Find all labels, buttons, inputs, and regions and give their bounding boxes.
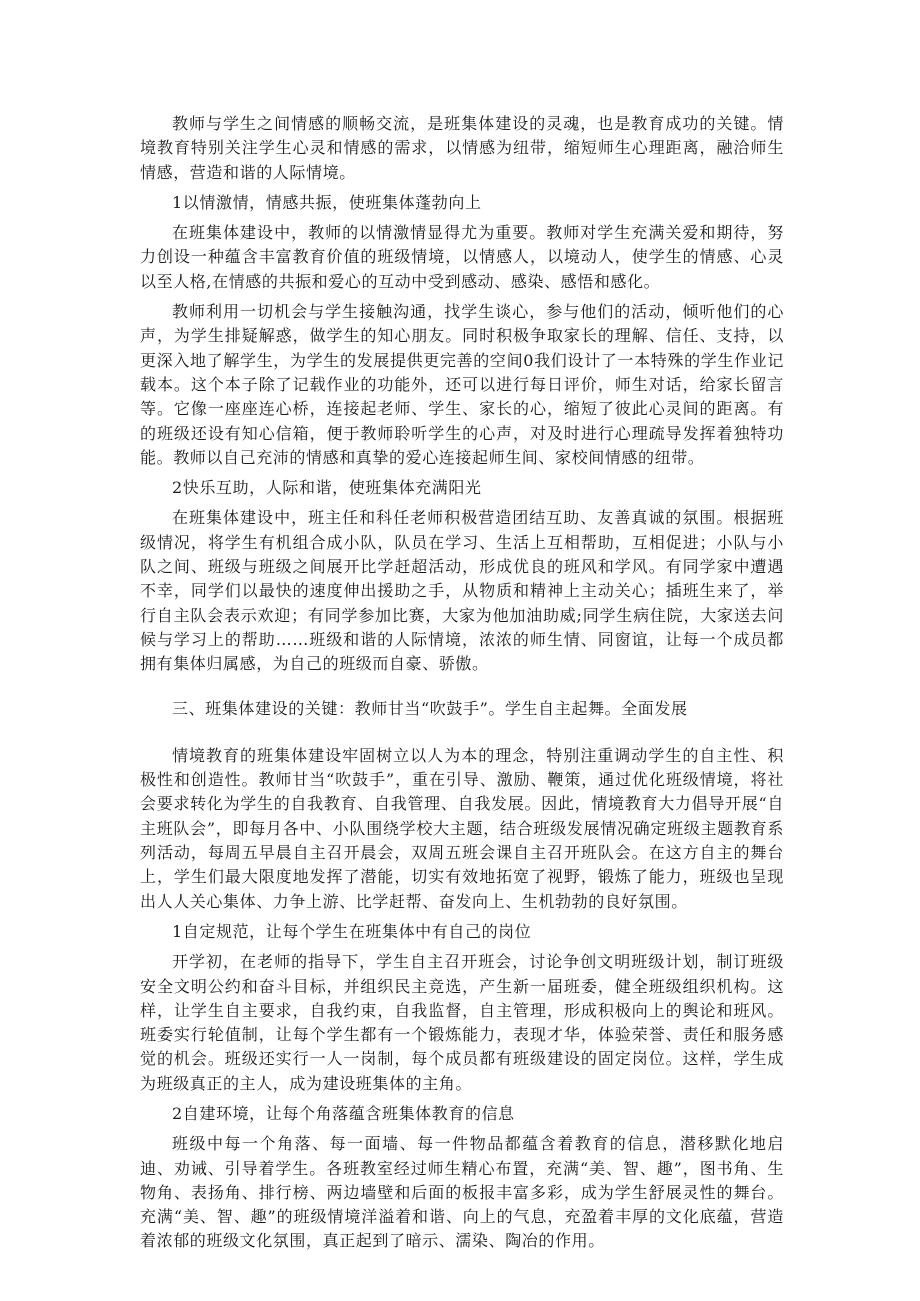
- body-paragraph: 情境教育的班集体建设牢固树立以人为本的理念，特别注重调动学生的自主性、积极性和创造性。教师甘当“吹鼓手”，重在引导、激励、鞭策，通过优化班级情境，将社会要求转化为学生的自我教育、自我管理、自我发展。因此，情境教育大力倡导开展“自主班队会”，即每月各中、小队围绕学校大主题，结合班级发展情况确定班级主题教育系列活动，每周五早晨自主召开晨会，双周五班会课自主召开班队会。在这方自主的舞台上，学生们最大限度地发挥了潜能，切实有效地拓宽了视野，锻炼了能力，班级也呈现出人人关心集体、力争上游、比学赶帮、奋发向上、生机勃勃的良好氛围。: [140, 745, 784, 911]
- body-paragraph: 在班集体建设中，班主任和科任老师积极营造团结互助、友善真诚的氛围。根据班级情况，将学生有机组合成小队，队员在学习、生活上互相帮助，互相促进；小队与小队之间、班级与班级之间展开比学赶超活动，形成优良的班风和学风。有同学家中遭遇不幸，同学们以最快的速度伸出援助之手，从物质和精神上主动关心；插班生来了，举行自主队会表示欢迎；有同学参加比赛，大家为他加油助威;同学生病住院，大家送去问候与学习上的帮助……班级和谐的人际情境，浓浓的师生情、同窗谊，让每一个成员都拥有集体归属感，为自己的班级而自豪、骄傲。: [140, 508, 784, 674]
- subheading-1: 1以情激情，情感共振，使班集体蓬勃向上: [172, 192, 482, 212]
- body-paragraph: 教师利用一切机会与学生接触沟通，找学生谈心，参与他们的活动，倾听他们的心声，为学生排疑解惑，做学生的知心朋友。同时积极争取家长的理解、信任、支持，以更深入地了解学生，为学生的发展提供更完善的空间0我们设计了一本特殊的学生作业记载本。这个本子除了记载作业的功能外，还可以进行每日评价，师生对话，给家长留言等。它像一座座连心桥，连接起老师、学生、家长的心，缩短了彼此心灵间的距离。有的班级还设有知心信箱，便于教师聆听学生的心声，对及时进行心理疏导发挥着独特功能。教师以自己充沛的情感和真挚的爱心连接起师生间、家校间情感的纽带。: [140, 302, 784, 467]
- body-paragraph: 在班集体建设中，教师的以情激情显得尤为重要。教师对学生充满关爱和期待，努力创设一种蕴含丰富教育价值的班级情境，以情感人，以境动人，使学生的情感、心灵以至人格,在情感的共振和爱心的互动中受到感动、感染、感悟和感化。: [140, 223, 784, 291]
- subheading-2: 2自建环境，让每个角落蕴含班集体教育的信息: [172, 1103, 515, 1123]
- section-heading-3: 三、班集体建设的关键：教师甘当“吹鼓手”。学生自主起舞。全面发展: [172, 698, 688, 718]
- intro-paragraph: 教师与学生之间情感的顺畅交流，是班集体建设的灵魂，也是教育成功的关键。情境教育特别关注学生心灵和情感的需求，以情感为纽带，缩短师生心理距离，融洽师生情感，营造和谐的人际情境。: [140, 114, 784, 182]
- subheading-1: 1自定规范，让每个学生在班集体中有自己的岗位: [172, 921, 532, 941]
- body-paragraph: 班级中每一个角落、每一面墙、每一件物品都蕴含着教育的信息，潜移默化地启迪、劝诫、引导着学生。各班教室经过师生精心布置，充满“美、智、趣”，图书角、生物角、表扬角、排行榜、两边墙壁和后面的板报丰富多彩，成为学生舒展灵性的舞台。充满“美、智、趣”的班级情境洋溢着和谐、向上的气息，充盈着丰厚的文化底蕴，营造着浓郁的班级文化氛围，真正起到了暗示、濡染、陶冶的作用。: [140, 1134, 784, 1251]
- body-paragraph: 开学初，在老师的指导下，学生自主召开班会，讨论争创文明班级计划，制订班级安全文明公约和奋斗目标，并组织民主竞选，产生新一届班委，健全班级组织机构。这样，让学生自主要求，自我约束，自我监督，自主管理，形成积极向上的舆论和班风。班委实行轮值制，让每个学生都有一个锻炼能力，表现才华，体验荣誉、责任和服务感觉的机会。班级还实行一人一岗制，每个成员都有班级建设的固定岗位。这样，学生成为班级真正的主人，成为建设班集体的主角。: [140, 952, 784, 1093]
- subheading-2: 2快乐互助，人际和谐，使班集体充满阳光: [172, 478, 482, 498]
